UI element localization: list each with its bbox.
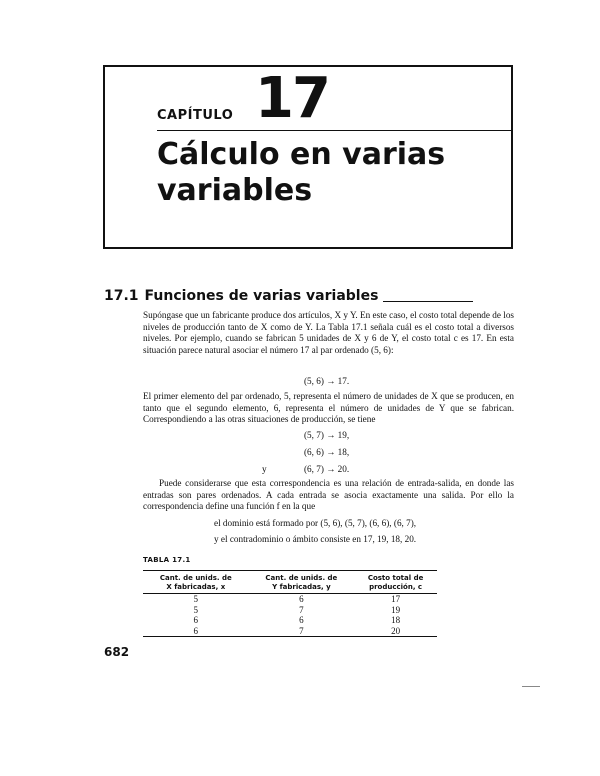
table-row	[143, 615, 437, 626]
chapter-header-box	[103, 65, 513, 249]
paragraph-3	[143, 478, 514, 513]
range-line: y el contradominio o ámbito consiste en 17, 19, 18, 20.	[214, 534, 417, 544]
header-line: producción, c	[369, 582, 423, 591]
chapter-label: CAPÍTULO	[157, 108, 234, 123]
table-cell: 19	[391, 604, 401, 615]
equation-4-prefix: y	[262, 464, 267, 474]
paragraph-3-text: Puede considerarse que esta correspondencia es una relación de entrada-salida, en donde las entradas son pares ordenados. A cada entrada se asocia exactamente una salida. Por ello la correspondencia define una función f en la que	[143, 478, 514, 512]
table-row	[143, 594, 437, 605]
section-heading	[104, 288, 378, 304]
table-cell: 5	[193, 604, 199, 615]
table-cell: 6	[299, 615, 304, 625]
paragraph-1	[143, 310, 514, 356]
section-rule	[383, 301, 473, 302]
section-title: Funciones de varias variables	[144, 288, 379, 304]
table-cell: 17	[391, 594, 401, 604]
section-number: 17.1	[104, 288, 139, 304]
paragraph-2	[143, 391, 514, 426]
domain-line: el dominio está formado por (5, 6), (5, 7), (6, 6), (6, 7),	[214, 518, 417, 528]
paragraph-2-text: El primer elemento del par ordenado, 5, representa el número de unidades de X que se producen, en tanto que el segundo elemento, 6, representa el número de unidades de Y que se fabrican. Correspondiendo a las otras situaciones de producción, se tiene	[143, 391, 514, 425]
table-cell: 7	[299, 604, 304, 615]
scan-mark	[522, 686, 540, 687]
table-header-row	[143, 571, 437, 594]
chapter-number: 17	[255, 66, 329, 131]
table-header-y	[249, 571, 355, 594]
chapter-rule	[157, 130, 511, 131]
paragraph-1-text: Supóngase que un fabricante produce dos artículos, X y Y. En este caso, el costo total depende de los niveles de producción tanto de X como de Y. La Tabla 17.1 señala cuál es el costo total a diversos niveles. Por ejemplo, cuando se fabrican 5 unidades de X y 6 de Y, el costo total c es 17. En esta situación parece natural asociar el número 17 al par ordenado (5, 6):	[143, 310, 514, 355]
table-cell: 18	[391, 615, 401, 625]
header-line: X fabricadas, x	[166, 582, 226, 591]
table-row	[143, 626, 437, 637]
equation-4: (6, 7) → 20.	[304, 464, 350, 474]
table-caption: TABLA 17.1	[143, 556, 191, 564]
table-row	[143, 605, 437, 616]
table-cell: 6	[299, 594, 304, 604]
header-line: Cant. de unids. de	[159, 574, 232, 582]
table-cell: 6	[193, 615, 199, 625]
table-cell: 20	[391, 625, 401, 636]
table-header-c	[354, 571, 437, 594]
table-cell: 5	[193, 594, 199, 604]
table-header-x	[143, 571, 249, 594]
page-number: 682	[104, 645, 130, 659]
equation-2: (5, 7) → 19,	[304, 430, 350, 440]
equation-3: (6, 6) → 18,	[304, 447, 350, 457]
header-line: Costo total de	[367, 574, 424, 582]
table-cell: 6	[193, 625, 199, 636]
equation-1: (5, 6) → 17.	[304, 376, 350, 386]
data-table	[143, 570, 437, 637]
chapter-title: Cálculo en varias variables	[157, 137, 446, 208]
header-line: Cant. de unids. de	[265, 574, 338, 582]
table-cell: 7	[299, 625, 304, 636]
header-line: Y fabricadas, y	[272, 582, 331, 591]
